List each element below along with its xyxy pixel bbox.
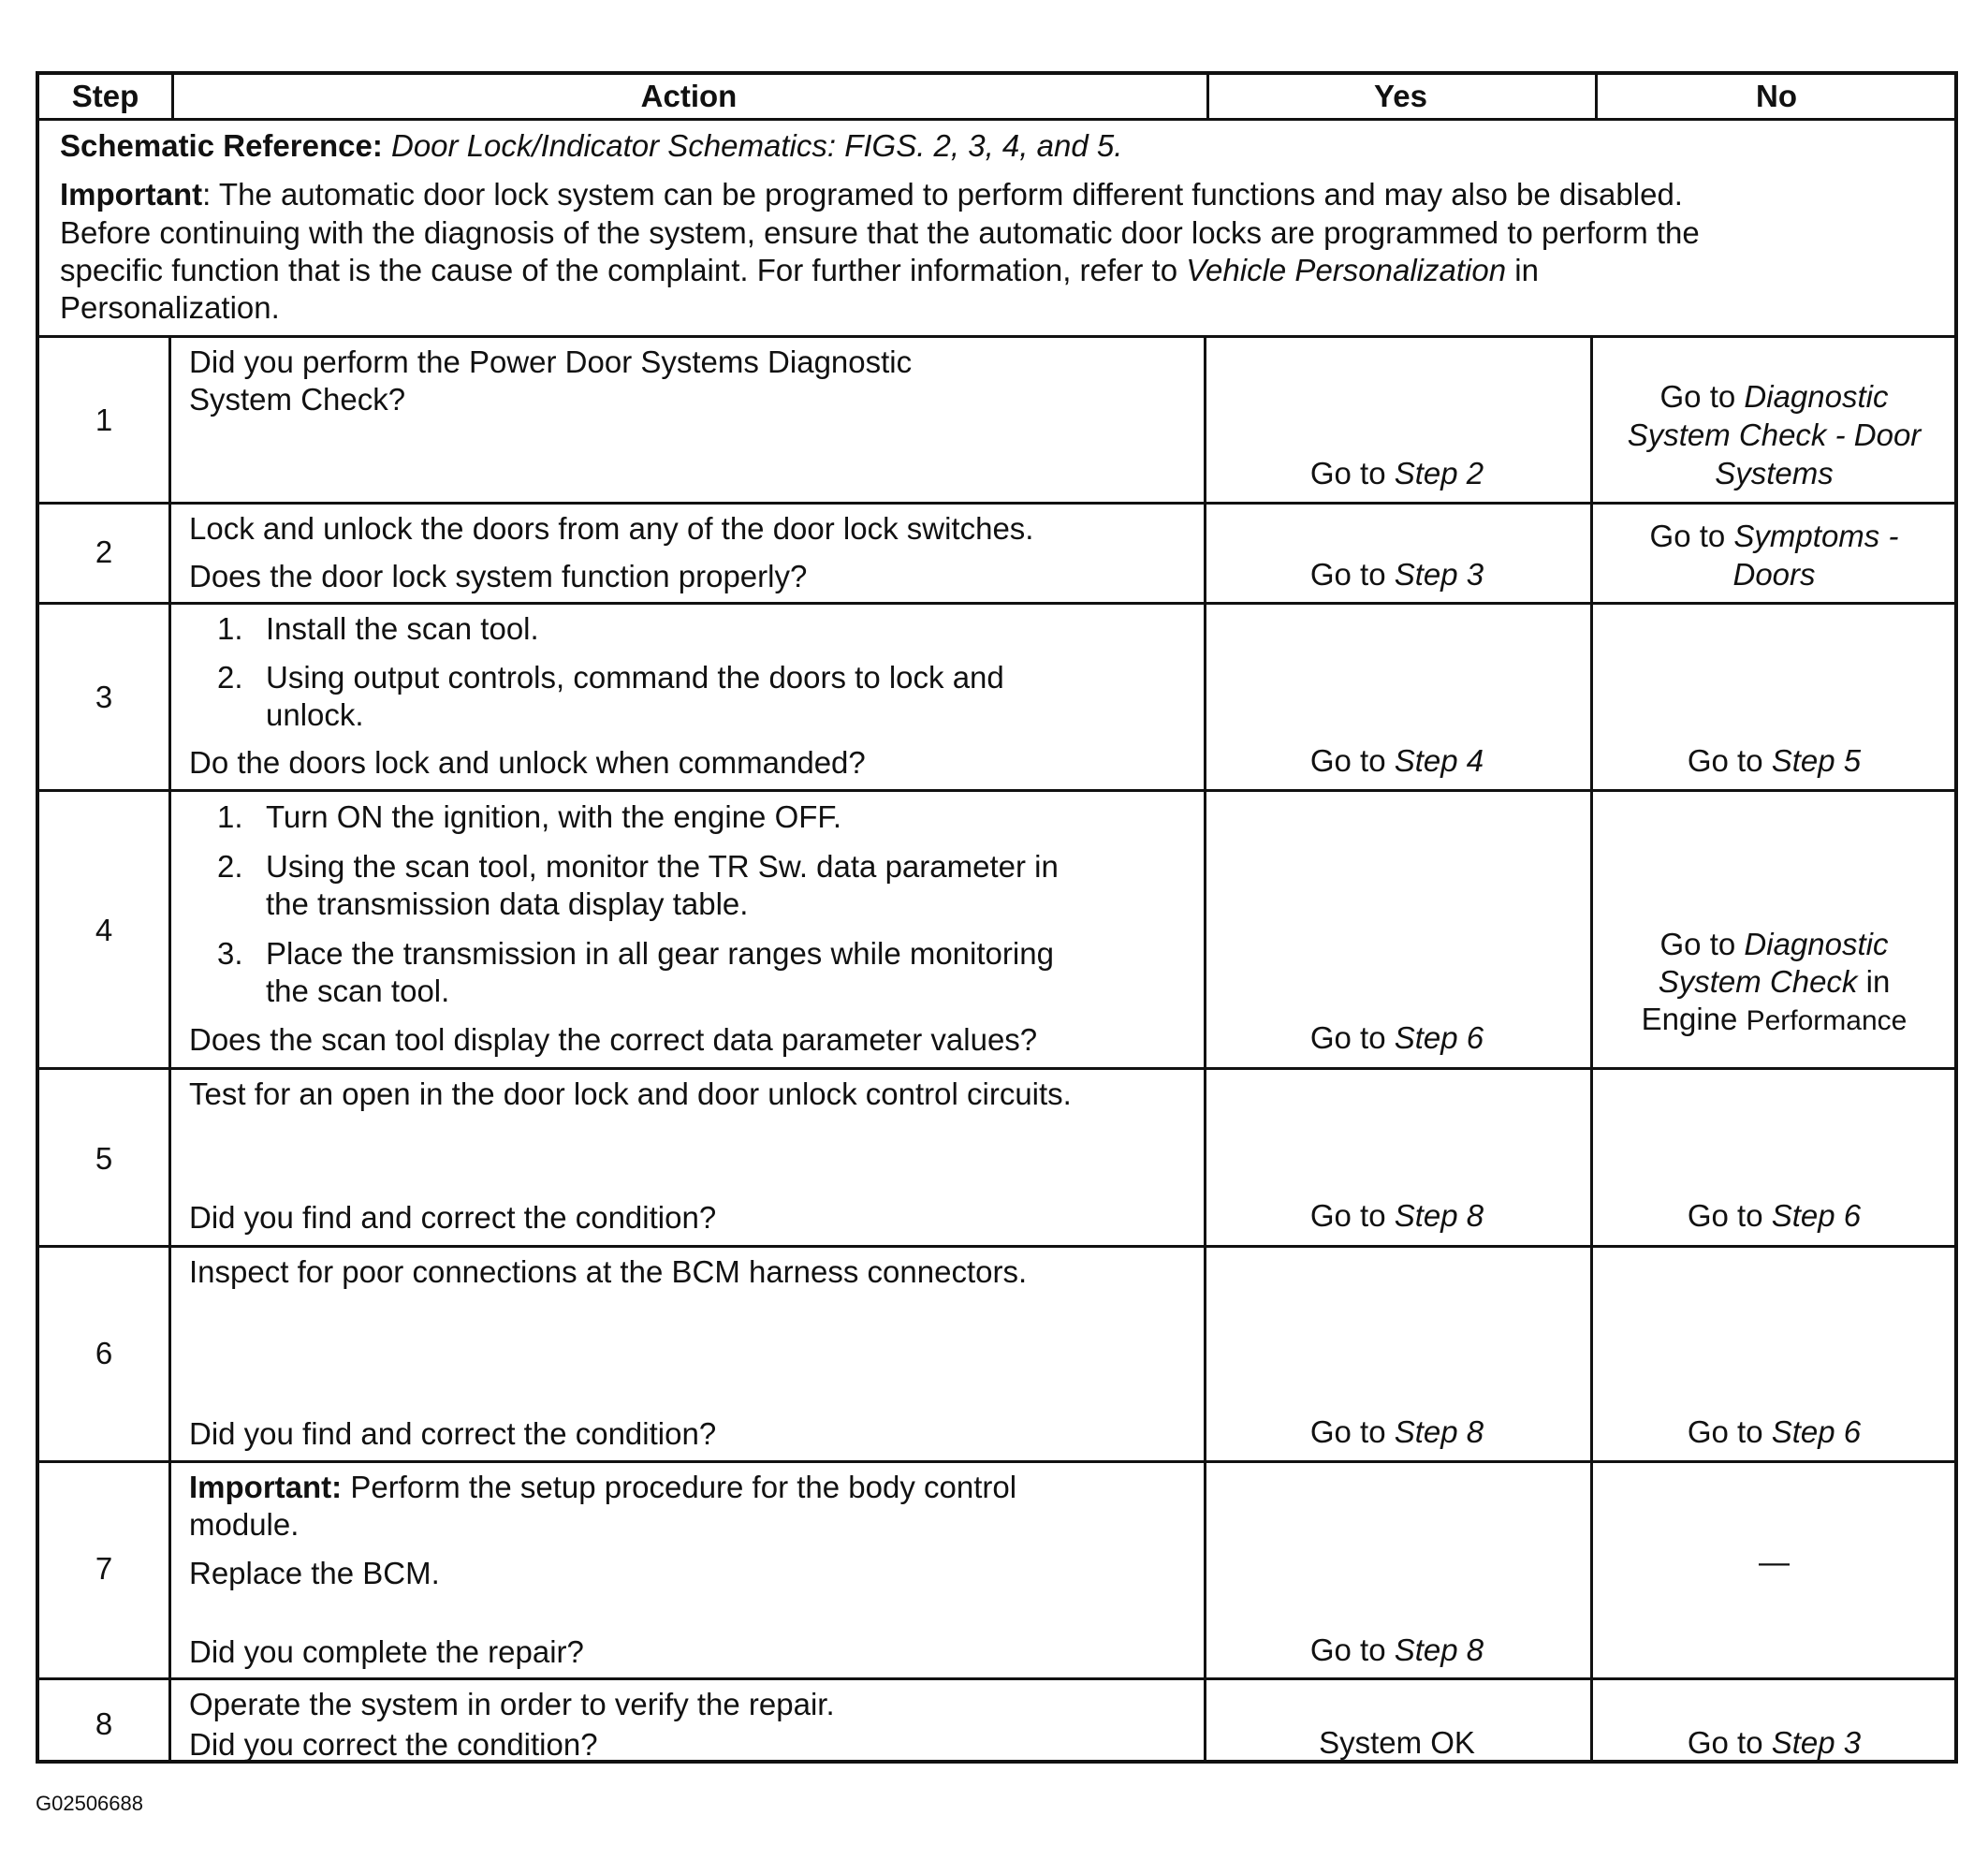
question-text: Did you complete the repair?: [189, 1634, 584, 1669]
step-number: 8: [95, 1706, 113, 1741]
diagnostic-ref: Diagnostic: [1744, 379, 1889, 414]
step-number: 7: [95, 1551, 113, 1586]
vehicle-personalization-ref: Vehicle Personalization: [1186, 253, 1507, 287]
goto-text: Go to: [1687, 1414, 1763, 1449]
step-ref: Step 5: [1771, 743, 1862, 778]
action-text: Test for an open in the door lock and door unlock control circuits.: [189, 1076, 1072, 1111]
no-cell-dash: —: [1759, 1545, 1790, 1579]
goto-text: Go to: [1687, 743, 1763, 778]
step-ref: Step 3: [1394, 557, 1484, 592]
action-text: module.: [189, 1507, 300, 1542]
figure-code: G02506688: [36, 1792, 143, 1815]
important-note-line: [60, 251, 1539, 289]
important-note-line: Personalization.: [60, 290, 280, 325]
list-item: Using output controls, command the doors to lock and: [266, 660, 1004, 695]
system-check-ref: System Check: [1658, 964, 1858, 999]
schematic-reference: [60, 126, 1122, 165]
diagnostic-table: [36, 71, 1958, 1764]
yes-cell: [1204, 454, 1590, 492]
row-divider: [39, 1067, 1954, 1070]
header-action: Action: [640, 79, 738, 113]
header-no: No: [1756, 79, 1797, 113]
step-ref: Step 8: [1394, 1414, 1484, 1449]
yes-cell: [1204, 555, 1590, 593]
no-cell: [1590, 517, 1958, 555]
question-text: Did you correct the condition?: [189, 1727, 598, 1762]
step-number: 3: [95, 680, 113, 714]
in-text: in: [1865, 964, 1891, 999]
important-text: specific function that is the cause of the complaint. For further information, refer to: [60, 253, 1178, 287]
yes-cell: [1204, 1413, 1590, 1451]
action-text: Replace the BCM.: [189, 1556, 440, 1590]
col-divider: [168, 335, 171, 1764]
no-cell: [1590, 925, 1958, 963]
question-text: Do the doors lock and unlock when commanded?: [189, 745, 866, 780]
important-label: Important: [60, 177, 203, 212]
action-text: [189, 1468, 1016, 1506]
goto-text: Go to: [1309, 1414, 1386, 1449]
yes-cell: [1204, 1631, 1590, 1669]
step-ref: Step 6: [1771, 1414, 1862, 1449]
yes-cell: [1204, 1196, 1590, 1235]
row-divider: [39, 502, 1954, 505]
question-text: Did you find and correct the condition?: [189, 1416, 717, 1451]
important-text: in: [1514, 253, 1539, 287]
symptoms-ref: Symptoms -: [1733, 519, 1899, 553]
goto-text: Go to: [1309, 1020, 1386, 1055]
important-note-line: Before continuing with the diagnosis of the system, ensure that the automatic door locks are programmed to perform the: [60, 215, 1700, 250]
step-ref: Step 4: [1394, 743, 1484, 778]
list-item: Using the scan tool, monitor the TR Sw. data parameter in: [266, 849, 1059, 884]
no-cell-line: Systems: [1715, 456, 1834, 490]
no-cell: [1590, 1723, 1958, 1762]
row-divider: [39, 789, 1954, 792]
list-item: the transmission data display table.: [266, 886, 749, 921]
step-number: 6: [95, 1336, 113, 1370]
goto-text: Go to: [1659, 379, 1736, 414]
goto-text: Go to: [1687, 1198, 1763, 1233]
list-marker: 3.: [217, 936, 243, 971]
step-number: 4: [95, 913, 113, 947]
action-text: Does the door lock system function properly?: [189, 559, 808, 593]
list-item: the scan tool.: [266, 974, 450, 1008]
important-note-line: [60, 175, 1683, 213]
list-item: Install the scan tool.: [266, 611, 539, 646]
yes-cell: [1204, 741, 1590, 780]
question-text: Does the scan tool display the correct data parameter values?: [189, 1022, 1038, 1057]
diagnostic-ref: Diagnostic: [1744, 927, 1889, 961]
schematic-text: Door Lock/Indicator Schematics: FIGS. 2, 3, 4, and 5.: [391, 128, 1123, 163]
question-text: Did you find and correct the condition?: [189, 1200, 717, 1235]
yes-cell: [1204, 1018, 1590, 1057]
step-number: 1: [95, 403, 113, 437]
step-number: 5: [95, 1141, 113, 1176]
list-item: Place the transmission in all gear ranges while monitoring: [266, 936, 1054, 971]
step-ref: Step 8: [1394, 1198, 1484, 1233]
goto-text: Go to: [1309, 557, 1386, 592]
list-marker: 1.: [217, 799, 243, 834]
header-divider: [39, 118, 1954, 121]
row-divider: [39, 602, 1954, 605]
goto-text: Go to: [1309, 1198, 1386, 1233]
no-cell-line: [1590, 962, 1958, 1001]
step-ref: Step 2: [1394, 456, 1484, 490]
header-yes: Yes: [1374, 79, 1427, 113]
goto-text: Go to: [1687, 1725, 1763, 1760]
step-number: 2: [95, 534, 113, 569]
no-cell-line: System Check - Door: [1627, 417, 1922, 452]
no-cell: [1590, 1413, 1958, 1451]
performance-text: Performance: [1746, 1005, 1908, 1036]
engine-text: Engine: [1641, 1002, 1738, 1036]
goto-text: Go to: [1309, 1632, 1386, 1667]
no-cell: [1590, 741, 1958, 780]
no-cell: [1590, 377, 1958, 416]
goto-text: Go to: [1659, 927, 1736, 961]
important-text: Perform the setup procedure for the body control: [350, 1470, 1017, 1504]
action-text: Did you perform the Power Door Systems Diagnostic: [189, 344, 913, 379]
yes-cell: System OK: [1319, 1725, 1475, 1760]
action-text: Operate the system in order to verify the repair.: [189, 1687, 835, 1721]
important-text: : The automatic door lock system can be programed to perform different functions and may also be disabled.: [202, 177, 1683, 212]
row-divider: [39, 1245, 1954, 1248]
goto-text: Go to: [1309, 456, 1386, 490]
list-item: Turn ON the ignition, with the engine OFF.: [266, 799, 842, 834]
row-divider: [39, 1460, 1954, 1463]
schematic-label: Schematic Reference:: [60, 128, 383, 163]
no-cell-line: [1590, 1000, 1958, 1040]
important-label: Important:: [189, 1470, 343, 1504]
goto-text: Go to: [1649, 519, 1726, 553]
step-ref: Step 6: [1771, 1198, 1862, 1233]
step-ref: Step 6: [1394, 1020, 1484, 1055]
list-marker: 1.: [217, 611, 243, 646]
no-cell-line: Doors: [1732, 557, 1816, 592]
action-text: System Check?: [189, 382, 406, 417]
step-ref: Step 3: [1771, 1725, 1862, 1760]
list-marker: 2.: [217, 849, 243, 884]
header-step: Step: [71, 79, 139, 113]
action-text: Inspect for poor connections at the BCM harness connectors.: [189, 1254, 1028, 1289]
row-divider: [39, 1677, 1954, 1680]
action-text: Lock and unlock the doors from any of the door lock switches.: [189, 511, 1034, 546]
step-ref: Step 8: [1394, 1632, 1484, 1667]
no-cell: [1590, 1196, 1958, 1235]
goto-text: Go to: [1309, 743, 1386, 778]
list-marker: 2.: [217, 660, 243, 695]
row-divider: [39, 335, 1954, 338]
list-item: unlock.: [266, 697, 364, 732]
